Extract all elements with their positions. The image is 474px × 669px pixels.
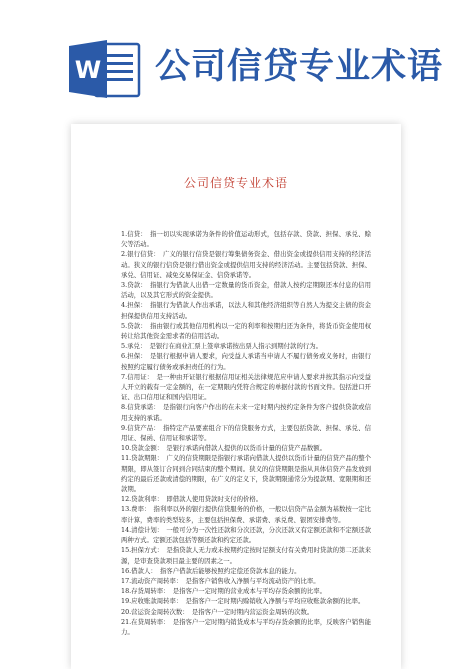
term-paragraph: 6.担保： 是银行根据申请人要求，向受益人承诺当申请人不履行债务或义务时，由银行按照约定履行债务或承担责任的行为。 — [121, 352, 371, 371]
document-title: 公司信贷专业术语 — [183, 176, 288, 190]
term-paragraph: 9.信贷产品： 指特定产品要素组合下的信贷服务方式，主要包括贷款、担保、承兑、信用证、保函、信用证和承诺等。 — [121, 423, 371, 443]
term-paragraph: 17.流动资产周转率： 是指客户销售收入净额与平均流动资产的比率。 — [121, 576, 320, 585]
term-paragraph: 21.在贷周转率： 是指客户一定时期内销货成本与平均存货余额的比率，反映客户销售能力。 — [121, 617, 371, 636]
document-body — [121, 229, 371, 637]
term-paragraph: 3.贷款： 指银行为借款人出借一定数量的货币资金，借款人按约定期限还本付息的信用活动，以及其它形式的资金提供。 — [121, 281, 371, 300]
term-paragraph: 18.存货周转率： 是指客户一定时期的营业成本与平均存货余额的比率。 — [121, 587, 327, 596]
term-paragraph: 16.借款人： 指客户借款后能够按照约定偿还贷款本息的能力。 — [121, 566, 301, 575]
term-paragraph: 2.银行信贷： 广义的银行信贷是银行筹集债务资金、借出资金或提供信用支持的经济活动。狭义的银行信贷是银行借出资金或提供信用支持的经济活动。主要包括贷款、担保、承兑、信用证、减免交易保证金、信贷承诺等。 — [121, 250, 371, 279]
term-paragraph: 10.贷款金额： 是银行承诺向借款人提供的以货币计量的信贷产品数额。 — [121, 444, 327, 453]
term-paragraph: 12.贷款利率： 即借款人使用贷款时支付的价格。 — [121, 495, 263, 504]
banner — [0, 0, 474, 112]
document-page — [71, 124, 401, 669]
term-paragraph: 4.担保： 指银行为借款人作出承诺，以法人和其他经济组织等自然人为提交主债的资金担保提供信用支持活动。 — [121, 301, 371, 320]
word-logo-letter: W — [74, 56, 102, 84]
banner-title: 公司信贷专业术语 — [155, 47, 444, 87]
term-paragraph: 19.应收账款周转率： 是指客户一定时期内赊销收入净额与平均应收账款余额的比率。 — [121, 597, 365, 606]
term-paragraph: 11.贷款期限： 广义的信贷期限是指银行承诺向借款人提供以货币计量的信贷产品的整个期限，即从签订合同到合同结束的整个期间。狭义的信贷期限是指从具体信贷产品发放到约定的最后还款或清偿的期限，在广义的定义下，贷款期限通常分为提款期、宽限期和还款期。 — [121, 454, 371, 494]
term-paragraph: 13.费率： 指利率以外的银行提供信贷服务的价格，一般以信贷产品金额为基数按一定比率计算，费率的类型较多，主要包括担保费、承诺费、承兑费、银团安排费等。 — [121, 505, 371, 524]
word-logo-icon — [67, 38, 141, 100]
term-paragraph: 8.信贷承诺： 是指银行向客户作出的在未来一定时期内按约定条件为客户提供贷款或信用支持的承诺。 — [121, 403, 371, 422]
term-paragraph: 20.营运资金周转次数： 是指客户一定时期内营运资金周转的次数。 — [121, 607, 314, 616]
term-paragraph: 7.信用证： 是一种由开证银行根据信用证相关法律规范应申请人要求并按其指示向受益人开立的载有一定金额的，在一定期限内凭符合规定的单据付款的书面文件。包括进口开证、出口信用证和国内信用证。 — [121, 372, 371, 402]
term-paragraph: 15.担保方式： 是指贷款人无力或未按期约定按时足额支付有关费用时贷款的第二还款来源，是审查贷款项目最主要的因素之一。 — [121, 546, 371, 565]
term-paragraph: 14.清偿计划： 一般可分为一次性还款和分次还款，分次还款又有定额还款和不定额还款两种方式。定额还款包括等额还款和约定还款。 — [121, 525, 371, 545]
term-paragraph: 5.承兑： 是银行在商业汇票上签章承诺按出票人指示到期付款的行为。 — [121, 342, 323, 351]
term-paragraph: 1.信贷： 指一切以实现承诺为条件的价值运动形式，包括存款、贷款、担保、承兑、赊欠等活动。 — [121, 230, 371, 249]
term-paragraph: 5.贷款： 指由银行或其他信用机构以一定的利率和按期归还为条件，将货币资金使用权转让给其他资金需求者的信用活动。 — [121, 321, 371, 341]
